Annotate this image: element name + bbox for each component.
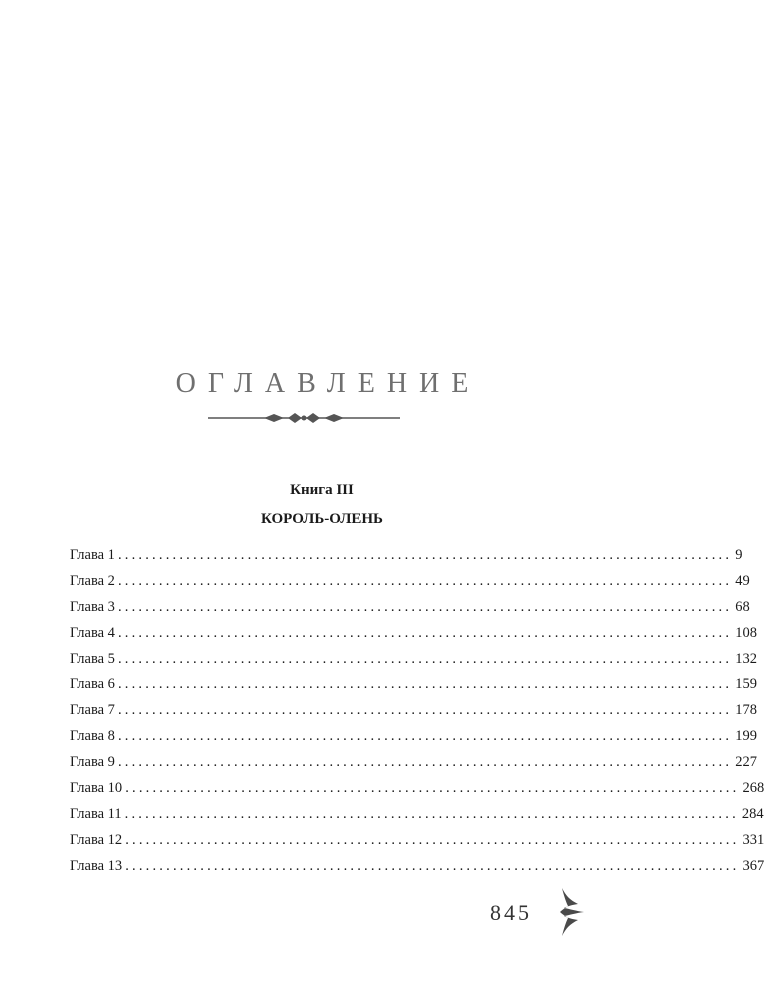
toc-heading: ОГЛАВЛЕНИЕ (175, 368, 481, 399)
toc-entry[interactable] (70, 674, 757, 700)
toc-entry[interactable] (70, 597, 750, 623)
page-number: 845 (490, 900, 532, 925)
leader-dots: .......................................................................................... (117, 547, 733, 563)
toc-page: 108 (735, 624, 757, 641)
toc-entry[interactable] (70, 752, 757, 778)
toc-page: 9 (735, 547, 743, 563)
toc-chapter: Глава 11 (70, 805, 122, 822)
leader-dots: .......................................................................................... (124, 805, 739, 822)
leader-dots: .......................................................................................... (117, 754, 733, 771)
toc-chapter: Глава 7 (70, 702, 115, 719)
toc-chapter: Глава 6 (70, 676, 115, 693)
leader-dots: .......................................................................................... (125, 857, 740, 874)
toc-page: 268 (742, 780, 764, 797)
leader-dots: .......................................................................................... (125, 831, 740, 848)
toc-entry[interactable] (70, 700, 757, 726)
toc-chapter: Глава 4 (70, 624, 115, 641)
book-title: КОРОЛЬ-ОЛЕНЬ (261, 511, 383, 527)
toc-chapter: Глава 12 (70, 831, 123, 848)
toc-chapter: Глава 3 (70, 598, 115, 615)
leader-dots: .......................................................................................... (117, 676, 733, 693)
toc-entry[interactable] (70, 726, 757, 752)
leader-dots: .......................................................................................... (117, 702, 733, 719)
leader-dots: .......................................................................................... (117, 572, 733, 589)
toc-list (70, 545, 764, 882)
toc-entry[interactable] (70, 649, 757, 675)
toc-page: 331 (742, 831, 764, 848)
toc-chapter: Глава 10 (70, 780, 123, 797)
toc-chapter: Глава 8 (70, 728, 115, 745)
toc-chapter: Глава 1 (70, 547, 115, 563)
ornament-divider (208, 409, 400, 427)
toc-page: 227 (735, 754, 757, 771)
book-label: Книга III (290, 482, 354, 498)
bat-wing-ornament-icon (556, 888, 586, 936)
leader-dots: .......................................................................................... (117, 728, 733, 745)
toc-page: 178 (735, 702, 757, 719)
toc-page: 49 (735, 572, 750, 589)
toc-entry[interactable] (70, 545, 743, 571)
leader-dots: .......................................................................................... (125, 780, 740, 797)
toc-page: 68 (735, 598, 750, 615)
toc-page: 284 (741, 805, 764, 822)
toc-entry[interactable] (70, 571, 750, 597)
leader-dots: .......................................................................................... (117, 624, 733, 641)
toc-entry[interactable] (70, 778, 764, 804)
toc-chapter: Глава 2 (70, 572, 115, 589)
toc-entry[interactable] (70, 830, 764, 856)
leader-dots: .......................................................................................... (117, 598, 733, 615)
toc-page: 199 (735, 728, 757, 745)
toc-chapter: Глава 13 (70, 857, 123, 874)
toc-chapter: Глава 5 (70, 650, 115, 667)
toc-entry[interactable] (70, 804, 764, 830)
toc-page: 367 (742, 857, 764, 874)
toc-chapter: Глава 9 (70, 754, 115, 771)
toc-entry[interactable] (70, 856, 764, 882)
toc-entry[interactable] (70, 623, 757, 649)
toc-page: 132 (735, 650, 757, 667)
leader-dots: .......................................................................................... (117, 650, 733, 667)
toc-page: 159 (735, 676, 757, 693)
